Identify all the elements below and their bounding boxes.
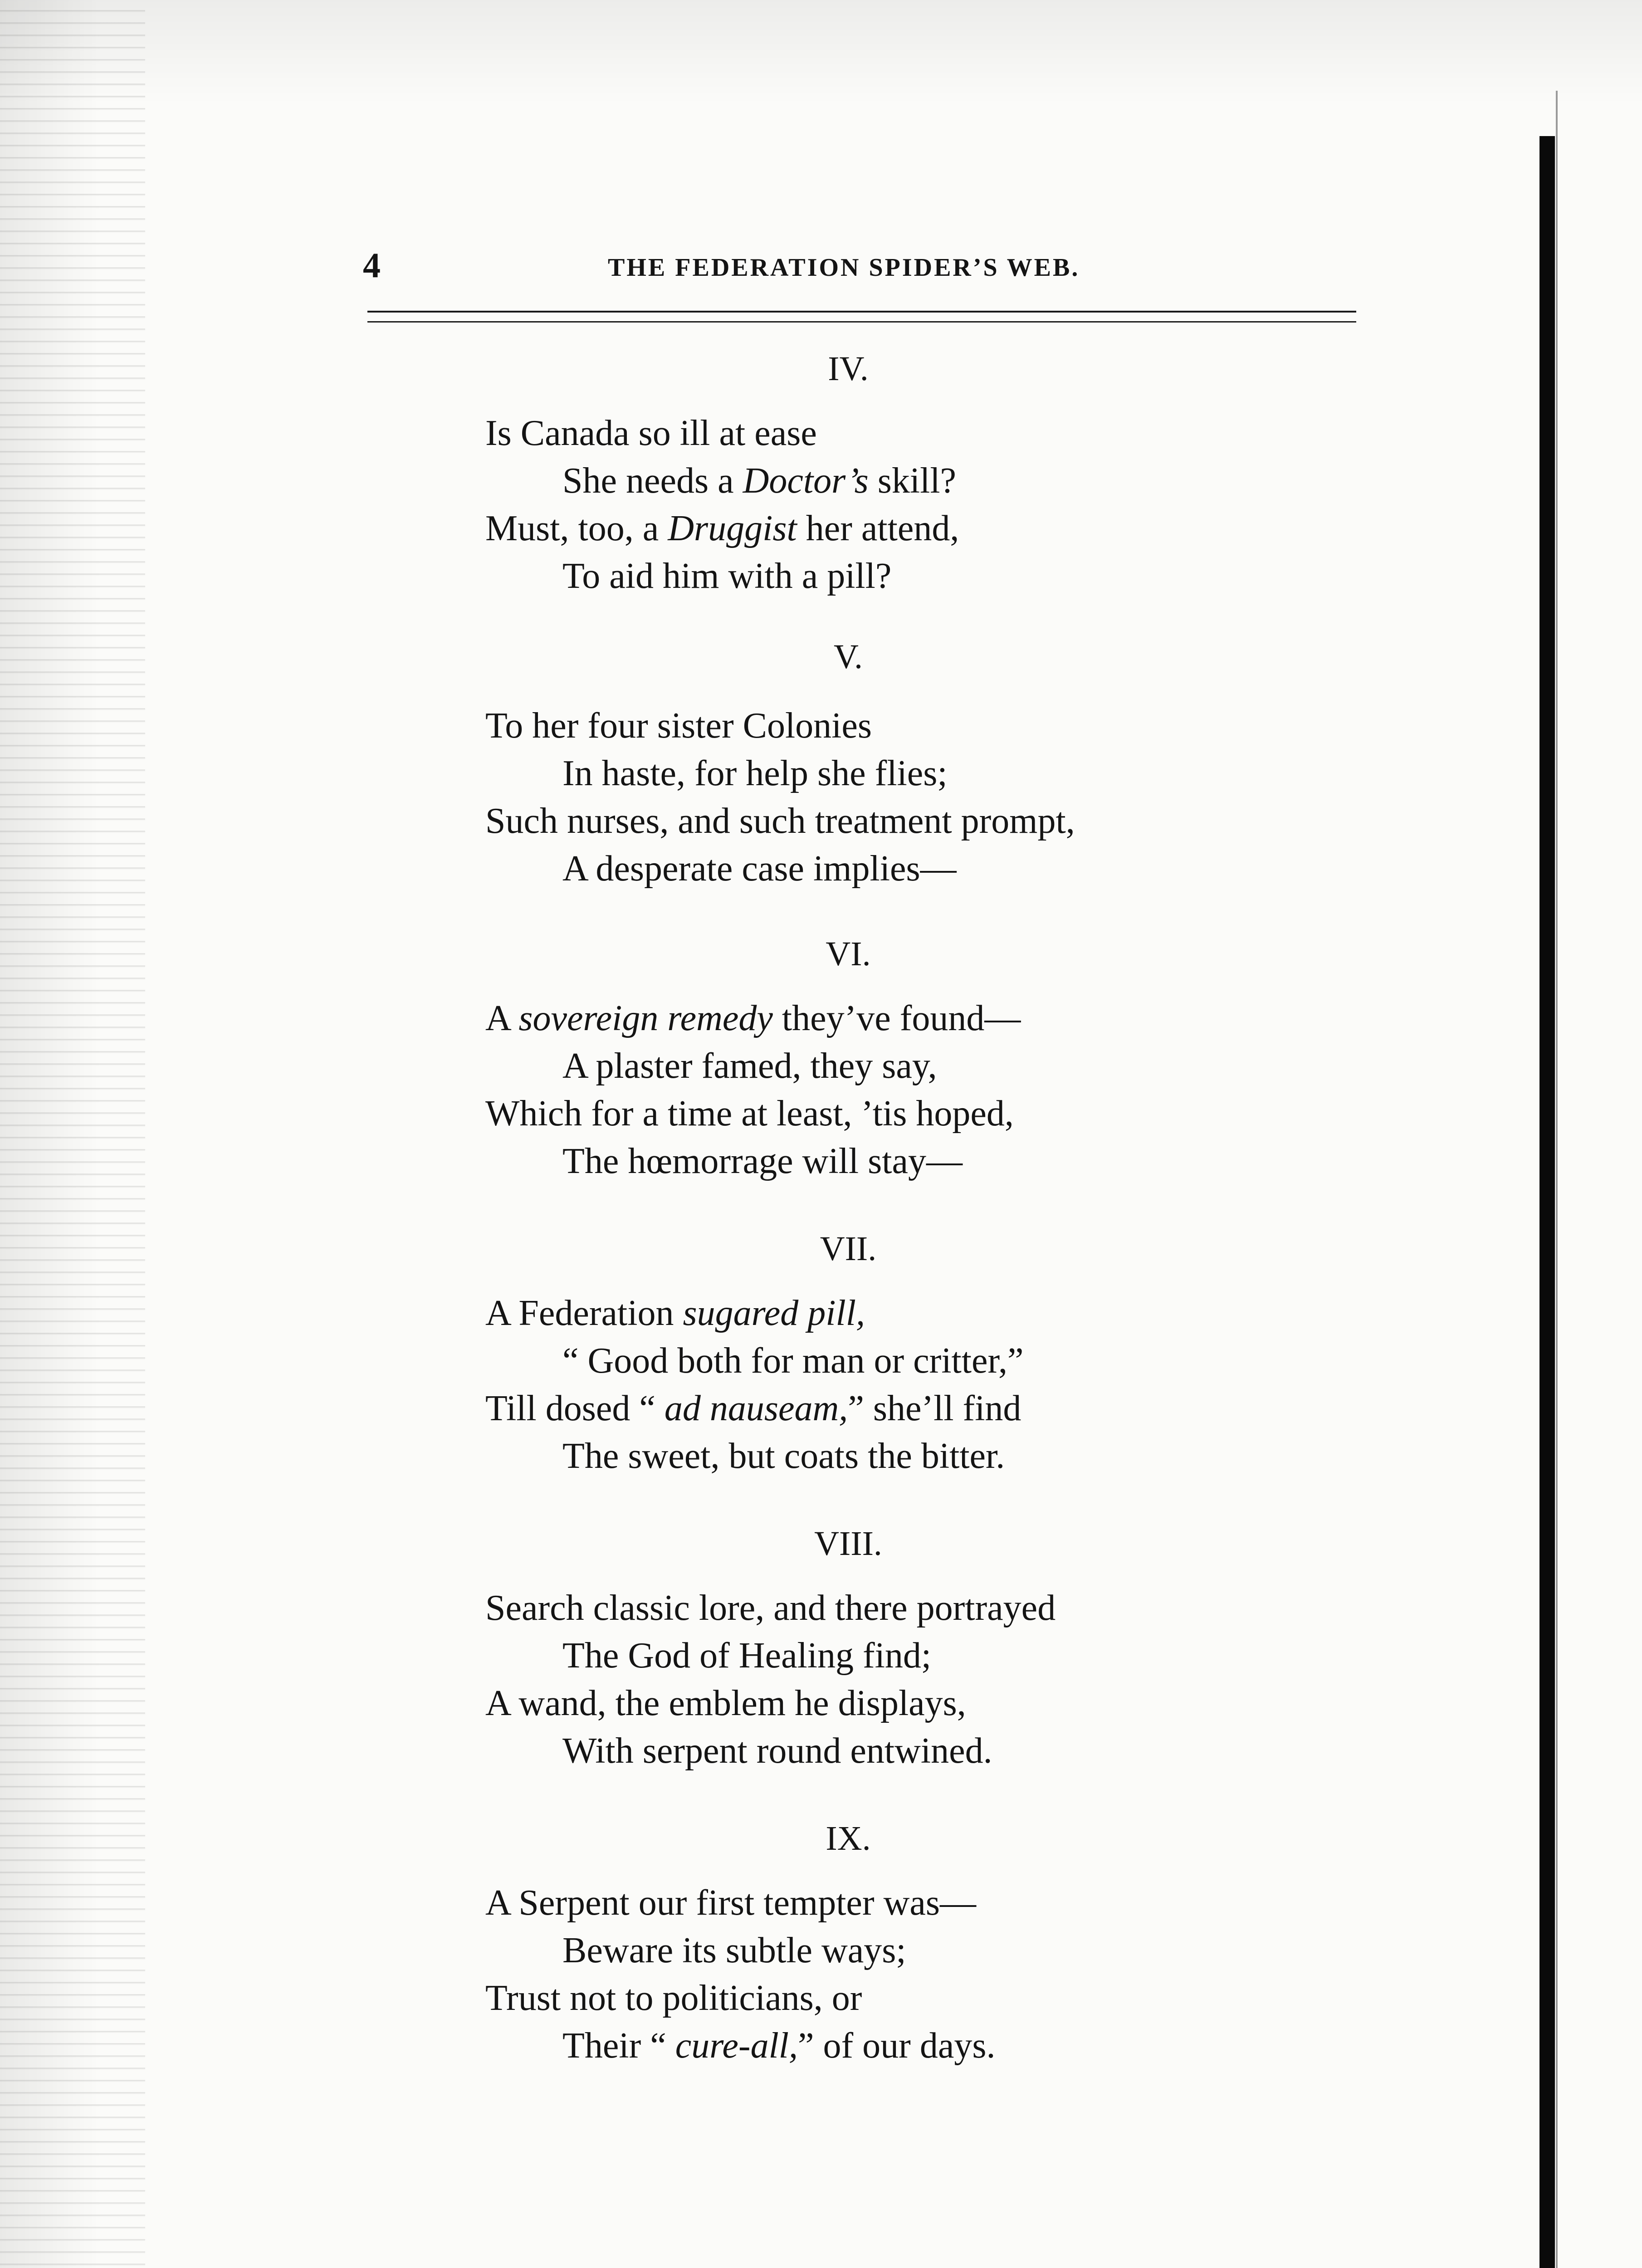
verse-line: Beware its subtle ways; bbox=[562, 1931, 906, 1970]
verse-line: In haste, for help she flies; bbox=[562, 753, 948, 793]
verse-line: The hœmorrage will stay— bbox=[562, 1141, 963, 1181]
header-rule-secondary bbox=[367, 321, 1356, 323]
verse-line: A plaster famed, they say, bbox=[562, 1046, 937, 1086]
stanza-number: VIII. bbox=[814, 1525, 882, 1563]
verse-line: The sweet, but coats the bitter. bbox=[562, 1436, 1005, 1476]
stanza-number: VI. bbox=[826, 935, 871, 973]
verse-line: With serpent round entwined. bbox=[562, 1731, 992, 1771]
verse-line: Which for a time at least, ’tis hoped, bbox=[485, 1094, 1014, 1134]
stanza-number: IX. bbox=[826, 1819, 871, 1857]
verse-line: Till dosed “ ad nauseam,” she’ll find bbox=[485, 1388, 1021, 1428]
header-rule bbox=[367, 311, 1356, 313]
verse-line: “ Good both for man or critter,” bbox=[562, 1341, 1024, 1381]
verse-line: The God of Healing find; bbox=[562, 1636, 932, 1676]
binding-shadow bbox=[1539, 136, 1555, 2268]
verse-line: Their “ cure-all,” of our days. bbox=[562, 2026, 996, 2066]
stanza-number: IV. bbox=[828, 350, 869, 388]
verse-line: A desperate case implies— bbox=[562, 849, 957, 889]
verse-line: A Federation sugared pill, bbox=[485, 1293, 865, 1333]
binding-edge-line bbox=[1556, 91, 1558, 2268]
stanza-number: VII. bbox=[820, 1230, 877, 1268]
verse-line: Such nurses, and such treatment prompt, bbox=[485, 801, 1075, 841]
running-head bbox=[0, 245, 1642, 286]
verse-line: Must, too, a Druggist her attend, bbox=[485, 508, 959, 548]
verse-line: Search classic lore, and there portrayed bbox=[485, 1588, 1056, 1628]
verse-line: A sovereign remedy they’ve found— bbox=[485, 998, 1021, 1038]
verse-line: To aid him with a pill? bbox=[562, 556, 892, 596]
page-number: 4 bbox=[363, 245, 381, 285]
verse-line: To her four sister Colonies bbox=[485, 706, 872, 746]
verse-line: A wand, the emblem he displays, bbox=[485, 1683, 966, 1723]
stanza-number: V. bbox=[833, 638, 863, 676]
scan-edge-left bbox=[0, 0, 145, 2268]
running-title: THE FEDERATION SPIDER’S WEB. bbox=[608, 254, 1080, 282]
verse-line: A Serpent our first tempter was— bbox=[485, 1883, 976, 1923]
scan-edge-top bbox=[0, 0, 1642, 104]
verse-line: She needs a Doctor’s skill? bbox=[562, 461, 957, 501]
verse-line: Is Canada so ill at ease bbox=[485, 413, 817, 453]
verse-line: Trust not to politicians, or bbox=[485, 1978, 862, 2018]
